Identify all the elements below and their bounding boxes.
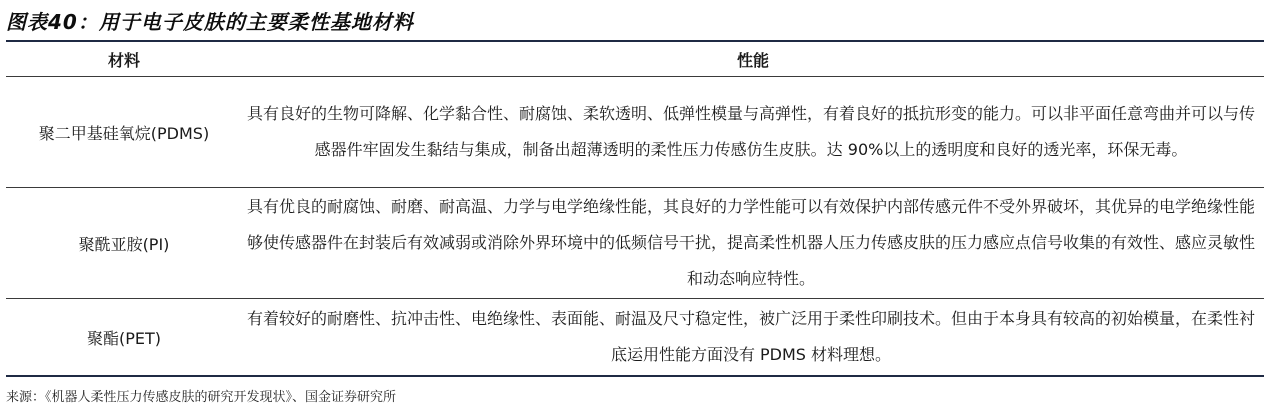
table-row bbox=[6, 77, 1264, 188]
materials-table bbox=[6, 40, 1264, 377]
performance-cell: 具有良好的生物可降解、化学黏合性、耐腐蚀、柔软透明、低弹性模量与高弹性，有着良好的抵抗形变的能力。可以非平面任意弯曲并可以与传感器件牢固发生黏结与集成，制备出超薄透明的柔性压力传感仿生皮肤。达 90%以上的透明度和良好的透光率，环保无毒。 bbox=[246, 104, 1255, 159]
material-cell: 聚酯(PET) bbox=[86, 328, 162, 348]
performance-cell: 具有优良的耐腐蚀、耐磨、耐高温、力学与电学绝缘性能，其良好的力学性能可以有效保护内部传感元件不受外界破坏，其优异的电学绝缘性能够使传感器件在封装后有效减弱或消除外界环境中的低频信号干扰，提高柔性机器人压力传感皮肤的压力感应点信号收集的有效性、感应灵敏性和动态响应特性。 bbox=[246, 197, 1255, 288]
source-note: 来源：《机器人柔性压力传感皮肤的研究开发现状》、国金证券研究所 bbox=[6, 390, 397, 405]
table-header-row bbox=[6, 42, 1264, 77]
header-material: 材料 bbox=[107, 50, 140, 70]
table-row bbox=[6, 188, 1264, 299]
performance-cell: 有着较好的耐磨性、抗冲击性、电绝缘性、表面能、耐温及尺寸稳定性，被广泛用于柔性印刷技术。但由于本身具有较高的初始模量，在柔性衬底运用性能方面没有 PDMS 材料理想。 bbox=[246, 309, 1255, 364]
material-cell: 聚二甲基硅氧烷(PDMS) bbox=[38, 123, 210, 143]
material-cell: 聚酰亚胺(PI) bbox=[78, 234, 170, 254]
figure-title: 图表40：用于电子皮肤的主要柔性基地材料 bbox=[6, 10, 414, 34]
header-performance: 性能 bbox=[736, 50, 769, 70]
table-row bbox=[6, 299, 1264, 375]
